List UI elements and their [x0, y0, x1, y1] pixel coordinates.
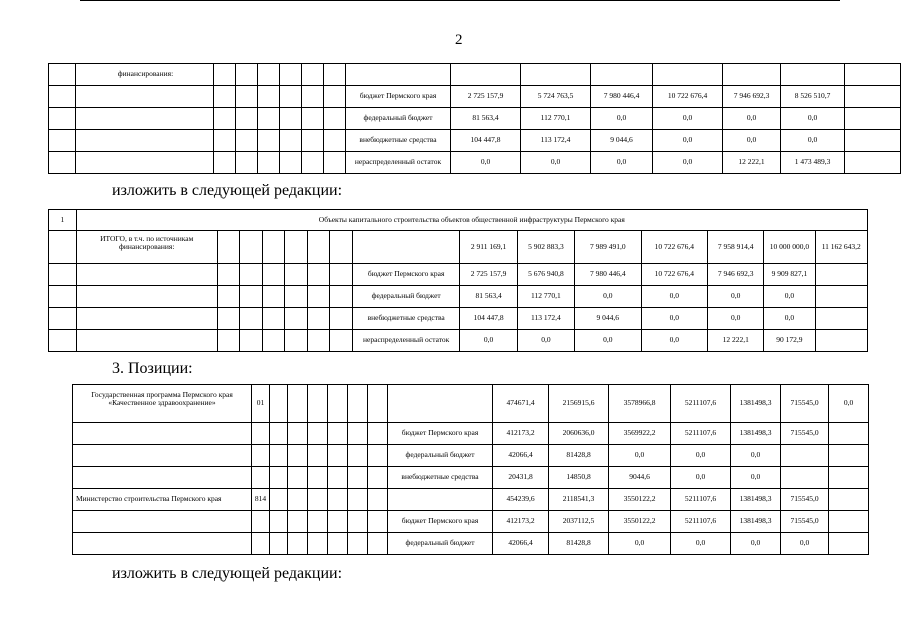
table-row: [73, 533, 869, 555]
cell-value: 104 447,8: [451, 130, 521, 152]
cell-value: 10 000 000,0: [764, 231, 815, 264]
ministry-name: Министерство строительства Пермского края: [73, 489, 252, 511]
cell-value: 8 526 510,7: [781, 86, 845, 108]
row-label: федеральный бюджет: [388, 533, 493, 555]
positions-table: [72, 384, 869, 555]
table-row: [49, 264, 868, 286]
cell-value: 1381498,3: [731, 511, 781, 533]
row-label: внебюджетные средства: [352, 308, 459, 330]
table-row: [73, 511, 869, 533]
cell-value: 0,0: [708, 286, 764, 308]
cell-value: 9 044,6: [591, 130, 653, 152]
cell-value: 1381498,3: [731, 489, 781, 511]
cell-value: 412173,2: [493, 511, 549, 533]
cell-value: 0,0: [609, 445, 671, 467]
cell-value: [781, 445, 829, 467]
cell-value: 1381498,3: [731, 385, 781, 423]
cell-value: 0,0: [723, 108, 781, 130]
cell-value: 5 724 763,5: [521, 86, 591, 108]
cell-value: 0,0: [781, 533, 829, 555]
cell-value: 0,0: [575, 286, 642, 308]
cell-value: 474671,4: [493, 385, 549, 423]
cell-value: 42066,4: [493, 445, 549, 467]
cell-value: 2156915,6: [549, 385, 609, 423]
cell-value: 5 902 883,3: [517, 231, 574, 264]
row-label: нераспределенный остаток: [346, 152, 451, 174]
cell-value: 3569922,2: [609, 423, 671, 445]
table-row: [49, 231, 868, 264]
program-name: Государственная программа Пермского края «Качественное здравоохранение»: [73, 385, 252, 423]
cell-value: 2 725 157,9: [460, 264, 517, 286]
table-row: [49, 152, 901, 174]
cell-value: 81 563,4: [451, 108, 521, 130]
cell-value: 9 044,6: [575, 308, 642, 330]
cell-value: 104 447,8: [460, 308, 517, 330]
cell-value: 0,0: [829, 385, 869, 423]
cell-value: 9 909 827,1: [764, 264, 815, 286]
table-row: [49, 86, 901, 108]
cell-value: 5211107,6: [671, 489, 731, 511]
cell-value: 0,0: [731, 533, 781, 555]
row-label: бюджет Пермского края: [352, 264, 459, 286]
cell-value: 2118541,3: [549, 489, 609, 511]
section-heading: изложить в следующей редакции:: [112, 182, 343, 199]
cell-value: 7 980 446,4: [591, 86, 653, 108]
table-row: [73, 423, 869, 445]
cell-value: 715545,0: [781, 489, 829, 511]
financing-label: финансирования:: [76, 64, 214, 86]
row-label: федеральный бюджет: [388, 445, 493, 467]
cell-value: 14850,8: [549, 467, 609, 489]
cell-value: 3550122,2: [609, 511, 671, 533]
cell-value: 2 911 169,1: [460, 231, 517, 264]
cell-value: 0,0: [653, 152, 723, 174]
cell-value: 12 222,1: [708, 330, 764, 352]
cell-value: 12 222,1: [723, 152, 781, 174]
cell-value: 5211107,6: [671, 423, 731, 445]
cell-value: 81428,8: [549, 533, 609, 555]
row-label: федеральный бюджет: [346, 108, 451, 130]
cell-value: 10 722 676,4: [653, 86, 723, 108]
cell-value: 7 980 446,4: [575, 264, 642, 286]
cell-value: 9044,6: [609, 467, 671, 489]
cell-value: 0,0: [764, 308, 815, 330]
table-row: [49, 108, 901, 130]
table-row: [49, 308, 868, 330]
financing-table-old: [48, 63, 901, 174]
cell-value: 0,0: [575, 330, 642, 352]
section-heading: изложить в следующей редакции:: [112, 565, 343, 582]
cell-value: 2 725 157,9: [451, 86, 521, 108]
page-number: 2: [455, 32, 463, 48]
table-row: [49, 130, 901, 152]
cell-value: [781, 467, 829, 489]
cell-value: 0,0: [764, 286, 815, 308]
cell-value: 11 162 643,2: [815, 231, 867, 264]
cell-value: 7 958 914,4: [708, 231, 764, 264]
row-label: бюджет Пермского края: [346, 86, 451, 108]
cell-value: 0,0: [671, 467, 731, 489]
cell-value: 81428,8: [549, 445, 609, 467]
cell-value: 0,0: [517, 330, 574, 352]
row-label: нераспределенный остаток: [352, 330, 459, 352]
row-number: 1: [49, 210, 77, 231]
row-label: внебюджетные средства: [346, 130, 451, 152]
cell-value: 0,0: [653, 130, 723, 152]
cell-value: 7 989 491,0: [575, 231, 642, 264]
cell-value: 0,0: [653, 108, 723, 130]
cell-value: 112 770,1: [521, 108, 591, 130]
program-code: 01: [252, 385, 270, 423]
cell-value: 112 770,1: [517, 286, 574, 308]
cell-value: 0,0: [781, 108, 845, 130]
table-row: [73, 385, 869, 423]
row-label: бюджет Пермского края: [388, 511, 493, 533]
cell-value: 0,0: [731, 445, 781, 467]
cell-value: 0,0: [723, 130, 781, 152]
cell-value: 0,0: [641, 330, 708, 352]
cell-value: 412173,2: [493, 423, 549, 445]
section-title: Объекты капитального строительства объектов общественной инфраструктуры Пермского края: [76, 210, 867, 231]
row-label: бюджет Пермского края: [388, 423, 493, 445]
table-row: [73, 489, 869, 511]
cell-value: 454239,6: [493, 489, 549, 511]
cell-value: 715545,0: [781, 385, 829, 423]
cell-value: 7 946 692,3: [723, 86, 781, 108]
cell-value: 10 722 676,4: [641, 264, 708, 286]
cell-value: 113 172,4: [521, 130, 591, 152]
cell-value: 0,0: [671, 445, 731, 467]
cell-value: 0,0: [708, 308, 764, 330]
cell-value: 0,0: [460, 330, 517, 352]
cell-value: 1 473 489,3: [781, 152, 845, 174]
cell-value: 0,0: [451, 152, 521, 174]
cell-value: 1381498,3: [731, 423, 781, 445]
table-row: [49, 286, 868, 308]
cell-value: 5211107,6: [671, 385, 731, 423]
cell-value: 3550122,2: [609, 489, 671, 511]
cell-value: 715545,0: [781, 423, 829, 445]
cell-value: 0,0: [641, 286, 708, 308]
table-row: [73, 445, 869, 467]
cell-value: 0,0: [781, 130, 845, 152]
financing-table-new: [48, 209, 868, 352]
row-label: внебюджетные средства: [388, 467, 493, 489]
cell-value: 5211107,6: [671, 511, 731, 533]
cell-value: 5 676 940,8: [517, 264, 574, 286]
cell-value: 0,0: [731, 467, 781, 489]
cell-value: 20431,8: [493, 467, 549, 489]
cell-value: 2060636,0: [549, 423, 609, 445]
cell-value: 7 946 692,3: [708, 264, 764, 286]
cell-value: 0,0: [591, 108, 653, 130]
table-row: [73, 467, 869, 489]
cell-value: 0,0: [671, 533, 731, 555]
table-row: [49, 330, 868, 352]
cell-value: 2037112,5: [549, 511, 609, 533]
cell-value: 42066,4: [493, 533, 549, 555]
row-label: федеральный бюджет: [352, 286, 459, 308]
cell-value: 81 563,4: [460, 286, 517, 308]
itogo-label: ИТОГО, в т.ч. по источникам финансирования:: [76, 231, 217, 264]
top-border-line: [80, 0, 840, 1]
cell-value: 0,0: [521, 152, 591, 174]
cell-value: 0,0: [609, 533, 671, 555]
cell-value: 90 172,9: [764, 330, 815, 352]
cell-value: 0,0: [591, 152, 653, 174]
cell-value: 10 722 676,4: [641, 231, 708, 264]
cell-value: 113 172,4: [517, 308, 574, 330]
cell-value: 715545,0: [781, 511, 829, 533]
cell-value: 3578966,8: [609, 385, 671, 423]
ministry-code: 814: [252, 489, 270, 511]
section-heading: 3. Позиции:: [112, 360, 193, 377]
cell-value: 0,0: [641, 308, 708, 330]
